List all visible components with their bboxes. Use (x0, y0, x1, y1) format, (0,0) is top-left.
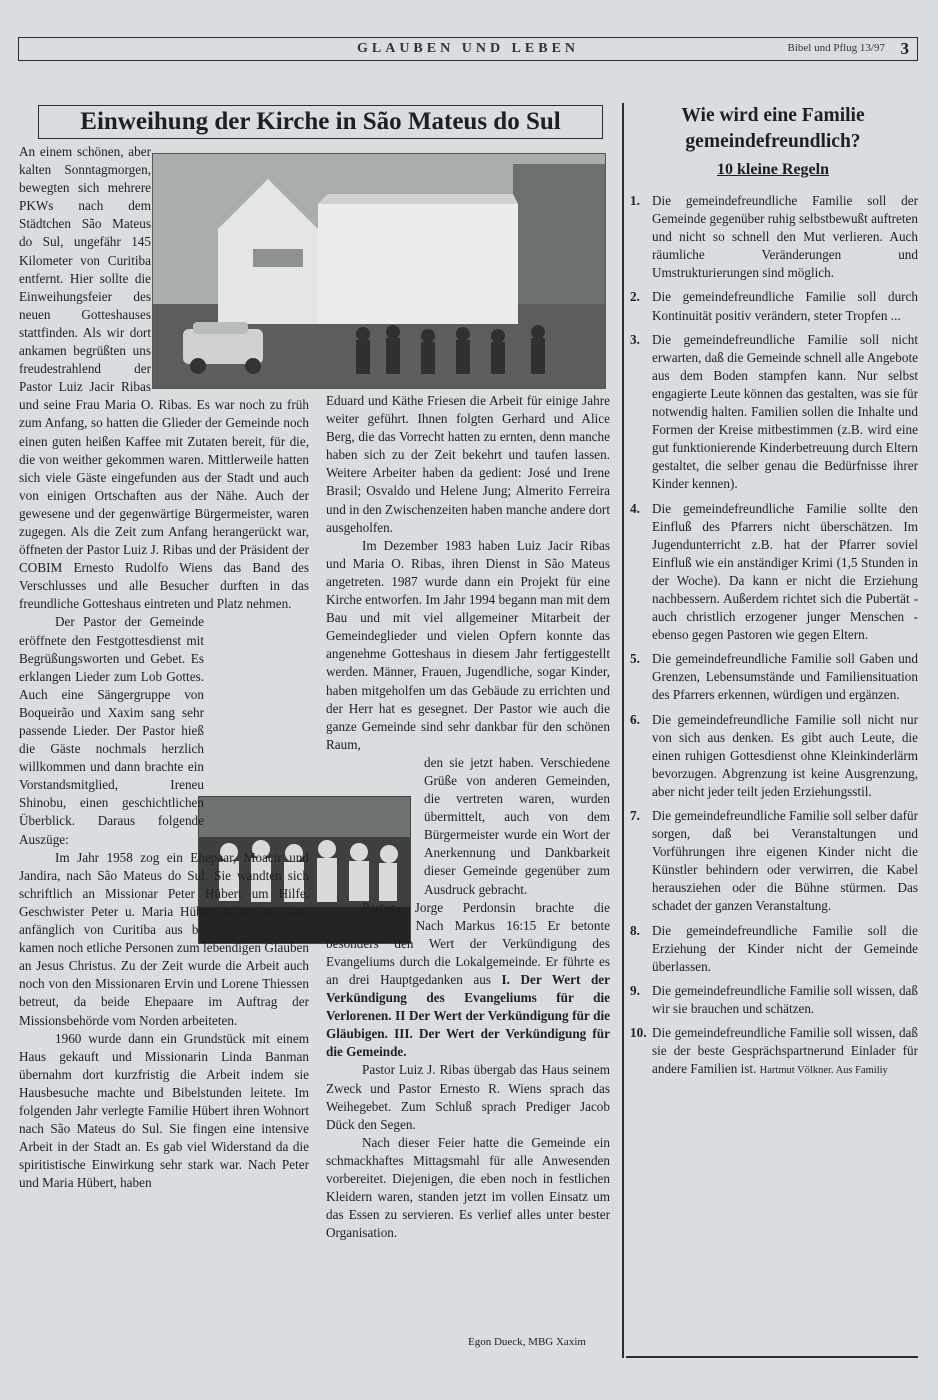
page-number: 3 (900, 39, 909, 58)
sidebar-header (630, 103, 916, 179)
sidebar-title: Wie wird eine Familie gemeindefreundlich? (681, 105, 865, 152)
issue-label: Bibel und Pflug 13/97 (787, 42, 885, 54)
sermon-points: I. Der Wert der Verkündigung des Evangeliums für die Verlorenen. II Der Wert der Verkündigung für die Gläubigen. III. Der Wert der Verkündigung für die Gemeinde. (326, 972, 610, 1060)
sidebar-credit: Hartmut Völkner. Aus Familiy (759, 1065, 888, 1077)
article-paragraph: 1960 wurde dann ein Grundstück mit einem Haus gekauft und Missionarin Linda Banman übernahm dort kurzfristig die Arbeit indem sie Hausbesuche machte und Bibelstunden leitete. Im folgenden Jahr verlegte Familie Hübert ihren Wohnort nach São Mateus do Sul. Sie fingen eine intensive Arbeit in der Stadt an. Es gab viel Widerstand da die spiritistische Einwirkung sehr stark war. Nach Peter und Maria Hübert, haben (19, 1030, 309, 1191)
article-paragraph: Eduard und Käthe Friesen die Arbeit für einige Jahre weiter geführt. Ihnen folgten Gerhard und Alice Berg, die das Vorrecht hatten zu ernten, denn manche haben sich zu der Zeit bekehrt und taufen lassen. Weitere Arbeiter haben da gedient: José und Irene Brasil; Osvaldo und Helene Jung; Almerito Ferreira und in den Zwischenzeiten haben manche andere dort ausgeholfen. (326, 393, 610, 535)
article-paragraph: Pastor Jorge Perdonsin brachte die Festansprache: Nach Markus 16:15 Er betonte besonders den Wert der Verkündigung des Evangeliums durch die Lokalgemeinde. Er führte es an drei Hauptgedanken aus I. Der Wert der Verkündigung des Evangeliums für die Verlorenen. II Der Wert der Verkündigung für die Gläubigen. III. Der Wert der Verkündigung für die Gemeinde. (326, 899, 610, 1060)
article-column-left (19, 143, 309, 1192)
rule-item: 3. Die gemeindefreundliche Familie soll nicht erwarten, daß die Gemeinde schnell alle Angebote aus dem Boden stampfen kann. Nur selbst engagierte Leute können das gestalten, was sie für notwendig halten. Familien sollen die Inhalte und Formen der Kreise mitbestimmen (z.B. wird eine gut funktionierende Kinderbetreuung durch Eltern gestaltet, die selber genau die Bedürfnisse ihrer Kinder kennen). (630, 331, 918, 492)
rule-item: 8. Die gemeindefreundliche Familie soll die Erziehung der Kinder nicht der Gemeinde überlassen. (630, 922, 918, 974)
article-column-middle (326, 392, 610, 1242)
photo-float-spacer (151, 143, 309, 391)
article-paragraph: Nach dieser Feier hatte die Gemeinde ein schmackhaftes Mittagsmahl für alle Anwesenden vorbereitet. Diejenigen, die eben noch in festlichen Kleidern waren, standen jetzt im vollen Einsatz um das Essen zu servieren. Es verlief alles unter bester Organisation. (326, 1134, 610, 1241)
article-paragraph: An einem schönen, aber kalten Sonntagmorgen, bewegten sich mehrere PKWs nach dem Städtchen São Mateus do Sul, ungefähr 145 Kilometer von Curitiba entfernt. Hier sollte die Einweihungsfeier des neuen Gotteshauses stattfinden. Als wir dort ankamen begrüßten uns freudestrahlend der Pastor Luiz Jacir Ribas und seine Frau Maria O. Ribas. Es war noch zu früh zum Anfang, so hatten die Glieder der Gemeinde noch einen guten heißen Kaffee mit Zutaten bereit, für die, die von weither gekommen waren. Mittlerweile hatten sich viele Gäste eingefunden aus der Stadt und auch von einigen Ortschaften aus der Nähe. Auch der gewesene und der gegenwärtige Bürgermeister, waren zugegen. Als die Zeit zum Anfang herangerückt war, öffneten der Pastor Luiz J. Ribas und der Präsident der COBIM Ernesto Rudolfo Wiens das Band des Verschlusses und alle Besucher durften in das freundliche Gotteshaus eintreten und Platz nehmen. (19, 144, 309, 612)
article-paragraph: den sie jetzt haben. Verschiedene Grüße von anderen Gemeinden, die vertreten waren, wurden übermittelt, auch von dem Bürgermeister wurde ein Wort der Anerkennung und Dankbarkeit dieser Gemeinde gegenüber zum Ausdruck gebracht. (424, 754, 610, 897)
rule-item: 4. Die gemeindefreundliche Familie sollte den Einfluß des Pfarrers nicht überschätzen. Im Jugendunterricht z.B. hat der Pfarrer soviel Einfluß wie ein anständiger Krimi (1,5 Stunden in der Woche). Da kann er nicht die Erziehung nachbessern. Außerdem richtet sich die Pubertät - auch christlich erzogener junger Menschen - ebenso gegen Pastoren wie gegen Eltern. (630, 500, 918, 643)
article-paragraph: Pastor Luiz J. Ribas übergab das Haus seinem Zweck und Pastor Ernesto R. Wiens sprach das Weihegebet. Zum Schluß sprach Prediger Jacob Dück den Segen. (326, 1062, 610, 1132)
rule-item: 1. Die gemeindefreundliche Familie soll der Gemeinde gegenüber ruhig selbstbewußt auftreten und nicht so schnell den Mut verlieren. Auch räumliche Veränderungen und Umstrukturierungen sind möglich. (630, 193, 918, 281)
rule-item: 9. Die gemeindefreundliche Familie soll wissen, daß wir sie brauchen und schätzen. (630, 982, 918, 1016)
article-paragraph: Im Dezember 1983 haben Luiz Jacir Ribas und Maria O. Ribas, ihren Dienst in São Mateus angetreten. 1987 wurde dann ein Projekt für eine Kirche entworfen. Im Jahr 1994 begann man mit dem Bau und mit viel allgemeiner Mitarbeit der Gemeindeglieder und vielen Opfern konnte das angenehme Gotteshaus in diesem Jahr fertiggestellt werden. Männer, Frauen, Jugendliche, sogar Kinder, haben mitgeholfen um das Gebäude zu errichten und der Herr hat es gesegnet. Der Pastor wie auch die ganze Gemeinde sind sehr dankbar für den schönen Raum, (326, 537, 610, 752)
rule-item: 5. Die gemeindefreundliche Familie soll Gaben und Grenzen, Lebensumstände und Familiensituation des Pfarrers erkennen, würdigen und ergänzen. (630, 651, 918, 703)
rules-list (630, 192, 918, 1086)
page-header (18, 37, 918, 61)
rule-item: 7. Die gemeindefreundliche Familie soll selber dafür sorgen, daß bei Veranstaltungen und Vorführungen ihre eigenen Kinder nicht die Künstler behindern oder verwirren, die Kabel herausziehen oder die Bühne stürmen. Das schadet der ganzen Veranstaltung. (630, 808, 918, 914)
rule-item: 10. Die gemeindefreundliche Familie soll wissen, daß sie der beste Gesprächspartnerund Einlader für andere Familien ist. Hartmut Völkner. Aus Familiy (630, 1025, 918, 1077)
article-signature: Egon Dueck, MBG Xaxim (468, 1336, 586, 1348)
section-title: GLAUBEN UND LEBEN (356, 41, 580, 56)
photo-float-spacer (204, 685, 309, 833)
article-paragraph: Im Jahr 1958 zog ein Ehepaar, Moacir und Jandira, nach São Mateus do Sul. Sie wandten sich schriftlich an Missionar Peter Hübert um Hilfe. Geschwister Peter u. Maria Hübert haben sie dann anfänglich von Curitiba aus betreut und dadurch kamen noch etliche Personen zum lebendigen Glauben an Jesus Christus. Zu der Zeit wurde die Arbeit auch noch von den Missionaren Ervin und Lorene Thiessen betreut, da beide Ehepaare im Auftrag der Missionsbehörde vom Norden arbeiteten. (19, 849, 309, 1028)
sidebar-subtitle: 10 kleine Regeln (717, 161, 829, 178)
column-divider (622, 103, 624, 1358)
rule-item: 6. Die gemeindefreundliche Familie soll nicht nur von sich aus denken. Es gibt auch Leute, die einen ruhigen Gottesdienst ohne Kleinkinderlärm bevorzugen. Abgrenzung ist keine Ausgrenzung, aber nicht jeder teilt jeden Erziehungsstil. (630, 711, 918, 799)
rule-item: 2. Die gemeindefreundliche Familie soll durch Kontinuität positiv verändern, steter Tropfen ... (630, 289, 918, 323)
article-title-box (38, 105, 603, 139)
article-paragraph: Der Pastor der Gemeinde eröffnete den Festgottesdienst mit Begrüßungsworten und Gebet. Es erklangen Lieder zum Lob Gottes. Auch eine Sängergruppe von Boqueirão und Xaxim sang sehr passende Lieder. Der Pastor hieß die Gäste nochmals herzlich willkommen und dann brachte ein Vorstandsmitglied, Ireneu Shinobu, einen geschichtlichen Überblick. Daraus folgende Auszüge: (19, 613, 309, 848)
sidebar-bottom-rule (626, 1356, 918, 1358)
article-title: Einweihung der Kirche in São Mateus do Sul (80, 108, 561, 135)
